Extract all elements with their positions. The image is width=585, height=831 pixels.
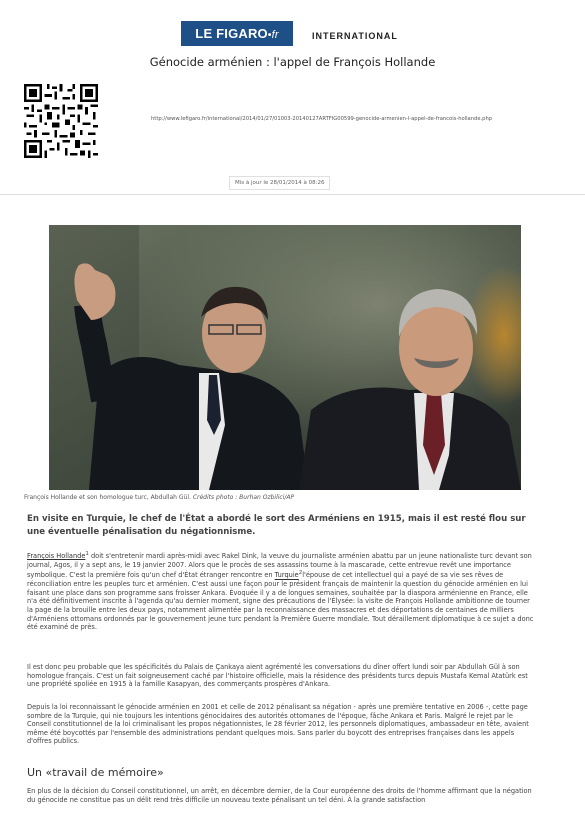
qr-code [24,84,98,158]
paragraph-3: Depuis la loi reconnaissant le génocide arménien en 2001 et celle de 2012 pénalisant sa négation - après une première tentative en 2006 -, cette page sombre de la Turquie, qui nie toujours les intentions génocidaires des autorités ottomanes de l'époque, fâche Ankara et Paris. Malgré le rejet par le Conseil constitutionnel de la loi criminalisant les propos négationnistes, le 28 février 2012, les personnels diplomatiques, ambassadeur en tête, avaient même été boycottés par l'ensemble des administrations pendant quelques mois. Sans parler du boycott des entreprises françaises dans les appels d'offres publics. [27,703,529,746]
link-turquie[interactable]: Turquie [274,571,299,580]
divider [0,194,585,195]
photo-credit: Crédits photo : Burhan Ozbilici/AP [192,494,295,501]
paragraph-2: Il est donc peu probable que les spécificités du Palais de Çankaya aient agrémenté les conversations du dîner offert lundi soir par Abdullah Gül à son homologue français. C'est un fait soigneusement caché par l'histoire officielle, mais la résidence des présidents turcs depuis Mustafa Kemal Atatürk est une propriété spoliée en 1915 à la famille Kasapyan, des commerçants prospères d'Ankara. [27,663,528,689]
paragraph-4: En plus de la décision du Conseil constitutionnel, un arrêt, en décembre dernier, de la Cour européenne des droits de l'homme affirmant que la négation du génocide ne constitue pas un délit rend très difficile un nouveau texte pénalisant un tel déni. À la grande satisfaction [27,787,532,804]
logo-suffix: fr [271,29,279,41]
section-label: INTERNATIONAL [312,31,398,41]
article-url[interactable]: http://www.lefigaro.fr/international/2014/01/27/01003-20140127ARTFIG00599-genocide-armenien-l-appel-de-francois-hollande.php [151,116,493,122]
footnote-2: 2 [298,570,303,577]
paragraph-1 [27,550,537,632]
section-heading: Un «travail de mémoire» [27,766,164,779]
paragraph-1-text-b: l'épouse de cet intellectuel qui a payé de sa vie ses rêves de réconciliation entre les peuples turc et arménien. C'est aussi une façon pour le président français de maintenir la question du génocide arménien en lui faisant une place dans son programme sans froisser Ankara. Évoquée il y a de longues semaines, souhaitée par la diaspora arménienne en France, elle n'a été définitivement inscrite à l'agenda qu'au dernier moment, signe des précautions de l'Élysée: la visite de François Hollande ambitionne de tourner la page de la brouille entre les deux pays, notamment alimentée par la reconnaissance des massacres et des déportations de centaines de milliers d'Arméniens ottomans ordonnés par le gouvernement jeune turc pendant la Première Guerre mondiale. Tout déraillement diplomatique à ce sujet a donc été examiné de près. [27,571,534,632]
paragraph-1-text-a: doit s'entretenir mardi après-midi avec Rakel Dink, la veuve du journaliste arménien abattu par un jeune nationaliste turc devant son journal, Agos, il y a sept ans, le 19 janvier 2007. Alors que le procès de ses assassins tourne à la mascarade, cette entrevue revêt une importance symbolique. C'est la première fois qu'un chef d'État étranger rencontre en [27,552,532,580]
le-figaro-logo[interactable]: LE FIGARO•fr [181,21,293,46]
logo-text: LE FIGARO [195,26,268,41]
photo-caption [24,494,294,501]
update-timestamp: Mis à jour le 28/01/2014 à 08:26 [229,176,330,190]
article-title: Génocide arménien : l'appel de François Hollande [149,55,436,69]
link-francois-hollande[interactable]: François Hollande [27,552,86,561]
footnote-1: 1 [85,551,89,557]
article-lead: En visite en Turquie, le chef de l'État a abordé le sort des Arméniens en 1915, mais il est resté flou sur une éventuelle pénalisation du négationnisme. [27,514,526,537]
caption-text: François Hollande et son homologue turc, Abdullah Gül. [24,494,191,501]
article-photo [49,225,521,490]
